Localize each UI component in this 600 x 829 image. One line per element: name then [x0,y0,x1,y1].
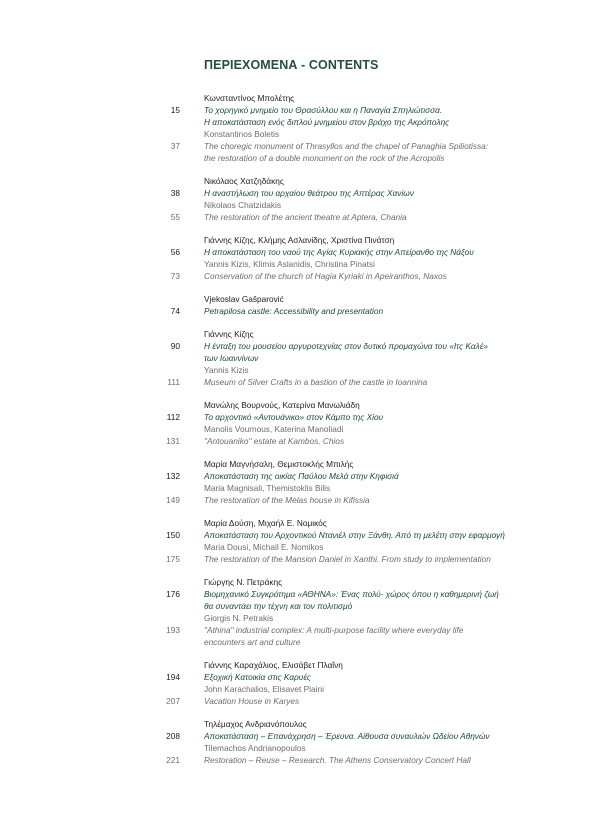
english-authors-text: Maria Dousi, Michail E. Nomikos [204,542,324,552]
page-number: 207 [166,696,180,706]
english-title-text: The restoration of the ancient theatre at Aptera, Chania [204,212,407,222]
greek-authors-text: Κωνσταντίνος Μπολέτης [204,93,295,103]
english-title [0,270,600,282]
greek-title [0,411,600,423]
english-authors-text: Giorgis N. Petrakis [204,613,274,623]
english-title-text: Vacation House in Karyes [204,696,300,706]
english-title-text: "Antouaniko" estate at Kambos, Chios [204,436,345,446]
greek-authors [0,458,600,470]
toc-entry [0,328,600,388]
page-number: 112 [166,412,180,422]
greek-authors-text: Μανώλης Βουρνούς, Κατερίνα Μανωλιάδη [204,400,360,410]
greek-title-text: Το αρχοντικό «Αντουάνικο» στον Κάμπο της Χίου [204,412,384,422]
english-title [0,695,600,707]
greek-authors-text: Μαρία Μαγνήσαλη, Θεμιστοκλής Μπιλής [204,459,354,469]
greek-title [0,104,600,116]
english-title [0,435,600,447]
greek-authors-text: Γιώργης Ν. Πετράκης [204,577,283,587]
greek-authors-text: Μαρία Δούση, Μιχαήλ Ε. Νομικός [204,518,327,528]
page-number: 55 [170,212,180,222]
english-authors-text: Manolis Vournous, Katerina Manoliadi [204,424,344,434]
greek-authors-text: Τηλέμαχος Ανδριανόπουλος [204,719,307,729]
english-authors-text: Yannis Kizis, Klimis Aslanidis, Christina Pinatsi [204,259,375,269]
toc-entry [0,175,600,223]
page-number: 132 [166,471,180,481]
english-title [0,494,600,506]
greek-title-text: Εξοχική Κατοικία στις Καρυές [204,672,311,682]
greek-title [0,671,600,683]
english-authors [0,128,600,140]
english-title [0,636,600,648]
english-title-text: Restoration – Reuse – Research. The Athens Conservatory Concert Hall [204,755,471,765]
page-number: 15 [170,105,180,115]
english-title-text: The restoration of the Mansion Daniel in Xanthi. From study to implementation [204,554,491,564]
greek-title [0,246,600,258]
english-title [0,140,600,152]
page-number: 194 [166,672,180,682]
english-title-text: Museum of Silver Crafts in a bastion of the castle in Ioannina [204,377,428,387]
greek-authors [0,399,600,411]
greek-title-text: Αποκατάσταση της οικίας Παύλου Μελά στην Κηφισιά [204,471,399,481]
table-of-contents [0,92,600,777]
greek-authors-text: Γιάννης Καραχάλιος, Ελισάβετ Πλαΐνη [204,660,343,670]
english-authors [0,199,600,211]
page-number: 90 [170,341,180,351]
english-authors-text: Yannis Kizis [204,365,249,375]
greek-authors [0,718,600,730]
english-authors-text: Tilemachos Andrianopoulos [204,743,306,753]
greek-title-text: Η αναστήλωση του αρχαίου θεάτρου της Απτέρας Χανίων [204,188,414,198]
page-number: 149 [166,495,180,505]
greek-authors [0,659,600,671]
page-number: 221 [166,755,180,765]
greek-authors-text: Γιάννης Κίζης [204,329,254,339]
greek-title [0,187,600,199]
greek-authors [0,576,600,588]
toc-entry [0,293,600,317]
page-number: 38 [170,188,180,198]
english-title-text: encounters art and culture [204,637,301,647]
english-title [0,754,600,766]
toc-entry [0,517,600,565]
english-title-text: The restoration of the Melas house in Kifissia [204,495,370,505]
english-authors-text: John Karachalios, Elisavet Plaini [204,684,324,694]
greek-authors [0,293,600,305]
page-number: 150 [166,530,180,540]
english-authors [0,541,600,553]
greek-title [0,588,600,600]
page-number: 193 [166,625,180,635]
page-number: 56 [170,247,180,257]
greek-authors [0,234,600,246]
toc-entry [0,659,600,707]
page-number: 208 [166,731,180,741]
greek-title [0,600,600,612]
greek-authors-text: Γιάννης Κίζης, Κλήμης Ασλανίδης, Χριστίνα Πινάτση [204,235,395,245]
english-title-text: Conservation of the church of Hagia Kyriaki in Apeiranthos, Naxos [204,271,447,281]
greek-title [0,340,600,352]
page-number: 37 [170,141,180,151]
english-authors-text: Maria Magnisali, Themistoklis Bilis [204,483,331,493]
english-authors [0,258,600,270]
english-title [0,624,600,636]
english-authors [0,364,600,376]
english-authors [0,482,600,494]
greek-title-text: θα συναντάει την τέχνη και τον πολιτισμό [204,601,353,611]
greek-title [0,529,600,541]
page-number: 111 [167,377,180,387]
greek-title-text: Αποκατάσταση – Επανάχρηση – Έρευνα. Αίθουσα συναυλιών Ωδείου Αθηνών [204,731,490,741]
english-title [0,211,600,223]
english-authors [0,423,600,435]
greek-title-text: Το χορηγικό μνημείο του Θρασύλλου και η Παναγία Σπηλιώτισσα. [204,105,443,115]
greek-authors [0,92,600,104]
greek-authors-text: Νικόλαος Χατζηδάκης [204,176,284,186]
greek-title-text: Η αποκατάσταση του ναού της Αγίας Κυριακής στην Απείρανθο της Νάξου [204,247,474,257]
english-authors [0,683,600,695]
toc-entry [0,92,600,164]
page-number: 131 [166,436,180,446]
toc-entry [0,399,600,447]
english-authors-text: Konstantinos Boletis [204,129,280,139]
page-number: 176 [166,589,180,599]
english-title-text: the restoration of a double monument on the rock of the Acropolis [204,153,445,163]
english-authors-text: Nikolaos Chatzidakis [204,200,282,210]
page-number: 175 [166,554,180,564]
greek-title-text: Η ένταξη του μουσείου αργυροτεχνίας στον δυτικό προμαχώνα του «Ιτς Καλέ» [204,341,488,351]
greek-authors-text: Vjekoslav Gašparović [204,294,284,304]
greek-authors [0,175,600,187]
english-authors [0,612,600,624]
english-title-text: "Athina" industrial complex: A multi-purpose facility where everyday life [204,625,464,635]
english-title-text: The choregic monument of Thrasyllos and the chapel of Panaghia Spiliotissa: [204,141,489,151]
greek-title-text: Petrapilosa castle: Accessibility and presentation [204,306,384,316]
greek-title [0,352,600,364]
greek-title-text: των Ιωαννίνων [204,353,259,363]
greek-title [0,116,600,128]
english-title [0,152,600,164]
page-number: 73 [170,271,180,281]
greek-authors [0,517,600,529]
page-title: ΠΕΡΙΕΧΟΜΕΝΑ - CONTENTS [204,58,379,72]
toc-entry [0,234,600,282]
english-title [0,553,600,565]
toc-entry [0,458,600,506]
greek-title-text: Βιομηχανικό Συγκρότημα «ΑΘΗΝΑ»: Ένας πολύ- χώρος όπου η καθημερινή ζωή [204,589,499,599]
greek-title-text: Η αποκατάσταση ενός διπλού μνημείου στον βράχο της Ακρόπολης [204,117,450,127]
greek-authors [0,328,600,340]
english-title [0,376,600,388]
page-number: 74 [170,306,180,316]
greek-title [0,305,600,317]
greek-title [0,470,600,482]
greek-title [0,730,600,742]
english-authors [0,742,600,754]
greek-title-text: Αποκατάσταση του Αρχοντικού Ντανιέλ στην Ξάνθη. Από τη μελέτη στην εφαρμογή [204,530,505,540]
toc-entry [0,576,600,648]
toc-entry [0,718,600,766]
